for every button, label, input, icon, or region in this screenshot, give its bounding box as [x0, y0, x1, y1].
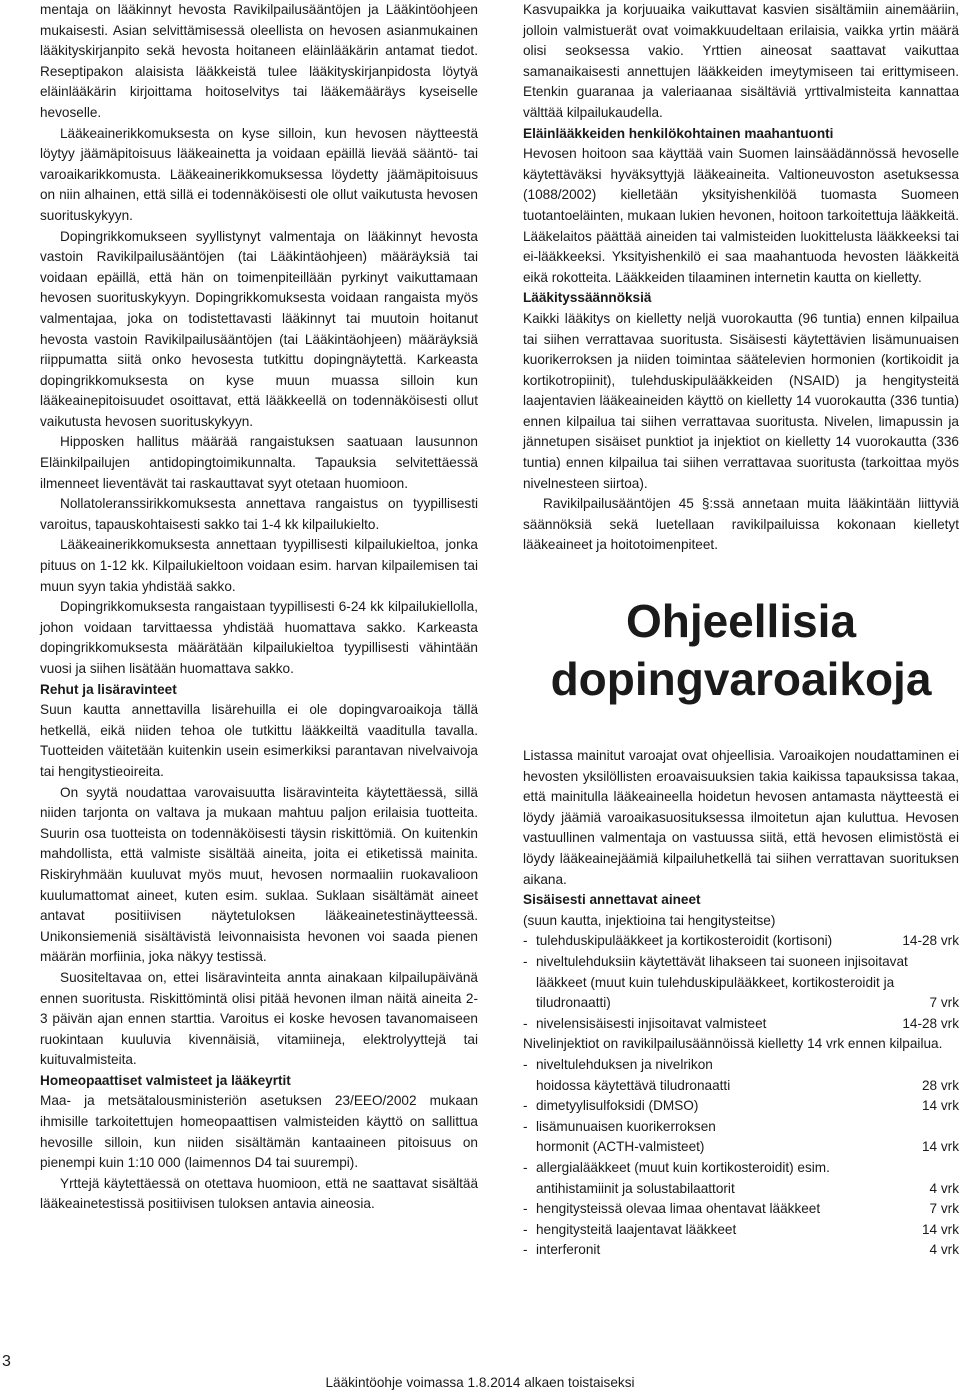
withdrawal-list-1: [523, 931, 959, 1034]
list-item: [523, 952, 959, 1014]
paragraph: Nivelinjektiot on ravikilpailusäännöissä kielletty 14 vrk ennen kilpailua.: [523, 1036, 943, 1052]
list-item: [523, 1158, 959, 1199]
paragraph: Kasvupaikka ja korjuuaika vaikuttavat kasvien sisältämiin ainemääriin, jolloin valmistuerät ovat voimakkuudeltaan erilaisia, vaikka yrtin määrä olisi seoksessa vakio. Yrttien aineosat saattavat vaikuttaa samanaikaisesti annettujen lääkkeiden imeytymiseen tai erittymiseen. Etenkin guaranaa ja valeriaanaa sisältäviä yrttivalmisteita kannattaa välttää kilpailukaudella.: [523, 2, 959, 120]
drug-name: - niveltulehduksiin käytettävät lihakseen tai suoneen injisoitavat lääkkeet (muut kuin tulehduskipulääkkeet, kortikosteroidit ja tiludronaatti): [536, 953, 908, 1011]
section-heading: Sisäisesti annettavat aineet: [523, 892, 701, 908]
paragraph: Maa- ja metsätalousministeriön asetuksen 23/EEO/2002 mukaan ihmisille tarkoitettujen homeopaattisen valmisteiden käyttö on sallittua hevosille silloin, kun niiden sisältämän kantaaineen pitoisuus on pienempi kuin 1:10 000 (laimennos D4 tai suurempi).: [40, 1093, 478, 1171]
paragraph: Lääkeainerikkomuksesta on kyse silloin, kun hevosen näytteestä löytyy jäämäpitoisuus lääkeainetta ja voidaan epäillä lievää sääntö- tai varoaikarikkomusta. Lääkeainerikkomuksessa löydetty jäämäpitoisuus on niin alhainen, että sillä ei todennäköisesti ole ollut vaikutusta hevosen suorituskykyyn.: [40, 125, 478, 223]
paragraph: Hevosen hoitoon saa käyttää vain Suomen lainsäädännössä hevoselle käytettäväksi hyväksyttyjä lääkeaineita. Valtioneuvoston asetuksessa (1088/2002) kielletään yksityishenkilöä tuomasta Suomeen tuotantoeläinten, mukaan lukien hevonen, hoitoon tarkoitettuja lääkkeitä. Lääkelaitos päättää aineiden tai valmisteiden luokittelusta lääkkeeksi tai ei-lääkkeeksi. Yksityishenkilö ei saa maahantuoda hevosten lääkkeitä eikä rokotteita. Lääkkeiden tilaaminen internetin kautta on kielletty.: [523, 146, 959, 285]
withdrawal-time: 4 vrk: [929, 1180, 959, 1196]
withdrawal-time: 14 vrk: [921, 1139, 959, 1155]
list-item: [523, 1220, 959, 1241]
subheading-note: (suun kautta, injektioina tai hengitysteitse): [523, 912, 776, 928]
drug-name: - nivelensisäisesti injisoitavat valmisteet: [536, 1015, 767, 1031]
paragraph: On syytä noudattaa varovaisuutta lisäravinteita käytettäessä, sillä niiden tarjonta on valtava ja mukaan mahtuu paljon erilaisia tuotteita. Suurin osa tuotteista on todennäköisesti täysin riskittömiä. On kuitenkin mahdollista, että valmiste sisältää aineita, joita ei etiketissä mainita. Riskiryhmään kuuluvat myös muut, hevosen normaaliin ruokavalioon kuulumattomat aineet, kuten esim. suklaa. Suklaan sisältämät aineet antavat positiivisen näytetuloksen lääkeainetestinäytteessä. Unikonsiemeniä sisältävistä leivonnaisista hevonen voi saada pienen määrän morfiinia, joka näkyy testissä.: [40, 784, 478, 965]
title-line-2: dopingvaroaikoja: [550, 653, 932, 706]
list-item: [523, 1117, 959, 1158]
paragraph: Kaikki lääkitys on kielletty neljä vuorokautta (96 tuntia) ennen kilpailua tai siihen verrattavaa suoritusta. Sisäisesti käytettävien lisämunuaisen kuorikerroksen ja niiden toimintaa säätelevien hormonien (kortikoidit ja kortikotropiinit), tulehduskipulääkkeiden (NSAID) ja hengitysteitä laajentavien lääkeaineiden käyttö on kielletty 14 vuorokautta (336 tuntia) ennen kilpailua tai siihen verrattavaa suoritusta. Nivelen, limapussin ja jännetupen sisäiset punktiot ja injektiot on kielletty 14 vuorokautta (336 tuntia) ennen kilpailua tai siihen verrattavaa suoritusta (tarkoittaa myös nivelnesteen siirtoa).: [523, 310, 959, 491]
paragraph: Suositeltavaa on, ettei lisäravinteita annta ainakaan kilpailupäivänä ennen suoritusta. Riskittömintä olisi pitää hevonen ilman näitä aineita 2-3 päivän ajan ennen starttia. Varoitus ei koske hevosen tavanomaiseen ruokintaan kuuluvia kivennäisiä, vitamiineja, elektrolyyttejä tai kuituvalmisteita.: [40, 969, 478, 1068]
drug-name: - lisämunuaisen kuorikerroksen hormonit (ACTH-valmisteet): [536, 1118, 716, 1155]
paragraph: Listassa mainitut varoajat ovat ohjeellisia. Varoaikojen noudattaminen ei hevosten yksilöllisten eroavaisuuksien takia kaikissa tapauksissa takaa, että mainitulla lääkeaineella hoidetun hevosen antamasta näytteestä ei löydy jäämiä varoaikasuosituksessa ilmoitetun ajan kuluttua. Hevosen vastuullinen valmentaja on vastuussa siitä, että hevosen elimistöstä ei löydy lääkeainejäämiä kilpailuhetkellä tai siihen verrattavan suorituksen aikana.: [523, 748, 959, 887]
drug-name: - hengitysteitä laajentavat lääkkeet: [536, 1221, 737, 1237]
drug-name: - interferonit: [536, 1242, 601, 1258]
drug-name: - hengitysteissä olevaa limaa ohentavat lääkkeet: [536, 1201, 821, 1217]
left-column: [40, 0, 478, 1215]
withdrawal-time: 14-28 vrk: [902, 933, 959, 949]
drug-name: - tulehduskipulääkkeet ja kortikosteroidit (kortisoni): [536, 933, 833, 949]
list-item: [523, 1055, 959, 1096]
paragraph: Yrttejä käytettäessä on otettava huomioon, että ne saattavat sisältää lääkeainetestissä positiivisen tuloksen antavia aineosia.: [40, 1175, 478, 1212]
list-item: [523, 1240, 959, 1261]
paragraph: Nollatoleranssirikkomuksesta annettava rangaistus on tyypillisesti varoitus, tapauskohtaisesti sakko tai 1-4 kk kilpailukielto.: [40, 496, 478, 532]
drug-name: - allergialääkkeet (muut kuin kortikosteroidit) esim. antihistamiinit ja solustabilaattorit: [536, 1159, 830, 1196]
right-column: [523, 0, 959, 1261]
section-heading: Lääkityssäännöksiä: [523, 290, 652, 306]
withdrawal-time: 14 vrk: [921, 1098, 959, 1114]
paragraph: Dopingrikkomuksesta rangaistaan tyypillisesti 6-24 kk kilpailukiellolla, johon voidaan tarvittaessa yhdistää huomattava sakko. Karkeasta dopingrikkomuksesta määrätään kilpailukieltoa tyypillisesti vähintään vuosi ja siihen lisätään huomattava sakko.: [40, 599, 478, 676]
drug-name: - dimetyylisulfoksidi (DMSO): [536, 1098, 699, 1114]
list-item: [523, 1199, 959, 1220]
page-footer: Lääkintöohje voimassa 1.8.2014 alkaen toistaiseksi: [325, 1375, 635, 1390]
paragraph: Ravikilpailusääntöjen 45 §:ssä annetaan muita lääkintään liittyviä säännöksiä sekä luetellaan ravikilpailuissa kokonaan kielletyt lääkeaineet ja hoitotoimenpiteet.: [523, 496, 959, 553]
withdrawal-time: 7 vrk: [929, 1201, 959, 1217]
withdrawal-time: 14 vrk: [921, 1221, 959, 1237]
paragraph: mentaja on lääkinnyt hevosta Ravikilpailusääntöjen ja Lääkintöohjeen mukaisesti. Asian selvittämisessä oleellista on hevosen asianmukainen lääkityskirjanpito sekä hevosta hoitaneen eläinlääkärin antamat tiedot. Reseptipakon alaisista lääkkeistä tulee lääkityskirjanpidosta löytyä eläinlääkärin kirjoittama hoitoselvitys tai lääkemääräys kyseiselle hevoselle.: [40, 2, 478, 120]
list-item: [523, 1014, 959, 1035]
paragraph: Lääkeainerikkomuksesta annettaan tyypillisesti kilpailukieltoa, jonka pituus on 1-12 kk. Kilpailukieltoon voidaan esim. harvan kilpailemisen tai muun syyn takia yhdistää sakko.: [40, 537, 478, 594]
drug-name: - niveltulehduksen ja nivelrikon hoidossa käytettävä tiludronaatti: [536, 1056, 731, 1093]
paragraph: Suun kautta annettavilla lisärehuilla ei ole dopingvaroaikoja tällä hetkellä, eikä niiden tehoa ole tutkittu lääkkeiltä vaaditulla tavalla. Tuotteiden väitetään kuitenkin usein esimerkiksi parantavan nivelvaivoja tai hengitystieoireita.: [40, 702, 478, 779]
withdrawal-list-2: [523, 1055, 959, 1261]
section-heading: Rehut ja lisäravinteet: [40, 681, 177, 697]
withdrawal-time: 4 vrk: [929, 1242, 959, 1258]
list-item: [523, 931, 959, 952]
paragraph: Dopingrikkomukseen syyllistynyt valmentaja on lääkinnyt hevosta vastoin Ravikilpailusääntöjen (tai Lääkintäohjeen) määräyksiä tai voidaan epäillä, että hän on toimenpiteillään pyrkinyt vaikuttamaan hevosen suorituskykyyn. Dopingrikkomuksesta voidaan rangaista myös valmentajaa, joka on todistettavasti lääkinnyt tai muutoin hoitanut hevosta vastoin Ravikilpailusääntöjen (tai Lääkintäohjeen) määräyksiä riippumatta siitä onko hevosesta tutkittu dopingnäytettä. Karkeasta dopingrikkomuksesta on kyse muun muassa silloin kun lääkeainepitoisuudet osoittavat, että lääkkeellä on todennäköisesti ollut vaikutusta hevosen suorituskykyyn.: [40, 228, 478, 429]
withdrawal-time: 14-28 vrk: [902, 1015, 959, 1031]
list-item: [523, 1096, 959, 1117]
page-title: [523, 592, 959, 708]
title-line-1: Ohjeellisia: [625, 595, 857, 648]
section-heading: Homeopaattiset valmisteet ja lääkeyrtit: [40, 1072, 291, 1088]
withdrawal-time: 7 vrk: [929, 995, 959, 1011]
section-heading: Eläinlääkkeiden henkilökohtainen maahantuonti: [523, 125, 834, 141]
page-number: 3: [2, 1353, 11, 1370]
paragraph: Hipposken hallitus määrää rangaistuksen saatuaan lausunnon Eläinkilpailujen antidopingtoimikunnalta. Tapauksia selvitettäessä ilmenneet lieventävät tai raskauttavat syyt otetaan huomioon.: [40, 434, 478, 491]
withdrawal-time: 28 vrk: [921, 1077, 959, 1093]
